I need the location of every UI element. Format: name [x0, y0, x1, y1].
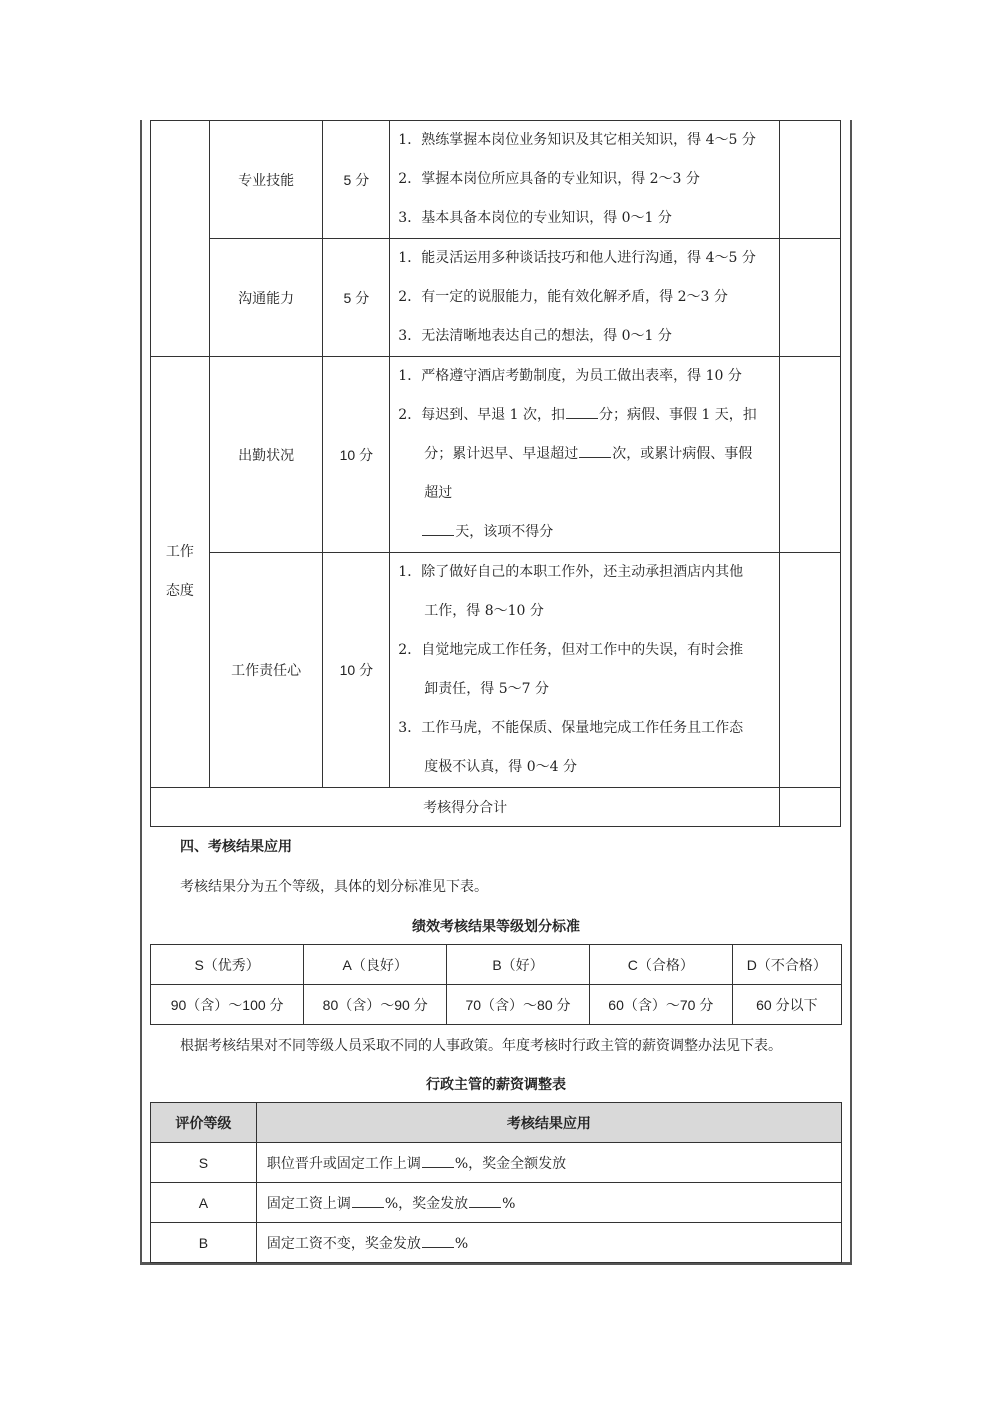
text: 2．每迟到、早退 1 次，扣 — [398, 407, 565, 423]
criteria-line: 1．除了做好自己的本职工作外，还主动承担酒店内其他 — [398, 564, 744, 580]
item-name: 沟通能力 — [209, 239, 323, 357]
header-application: 考核结果应用 — [256, 1103, 841, 1143]
header-level: 评价等级 — [151, 1103, 257, 1143]
grade-range: 90（含）～100 分 — [151, 985, 304, 1025]
grade-header: C（合格） — [589, 945, 732, 985]
policy-paragraph: 根据考核结果对不同等级人员采取不同的人事政策。年度考核时行政主管的薪资调整办法见下表。 — [180, 1038, 782, 1054]
section-heading: 四、考核结果应用 — [180, 839, 292, 855]
fill-blank[interactable] — [422, 521, 454, 536]
category-work-attitude — [151, 357, 210, 788]
grade-header: B（好） — [447, 945, 590, 985]
criteria-line — [390, 513, 779, 552]
grade-range: 60（含）～70 分 — [589, 985, 732, 1025]
text: 固定工资不变，奖金发放 — [266, 1235, 421, 1252]
fill-blank[interactable] — [352, 1193, 384, 1208]
salary-level: A — [151, 1183, 257, 1223]
item-criteria — [390, 121, 780, 239]
criteria-line: 超过 — [424, 485, 453, 501]
score-table — [150, 120, 841, 827]
text: 职位晋升或固定工作上调 — [266, 1155, 421, 1172]
item-score: 10 分 — [323, 357, 390, 553]
item-name: 专业技能 — [209, 121, 323, 239]
criteria-line: 2．自觉地完成工作任务，但对工作中的失误，有时会推 — [398, 642, 744, 658]
item-criteria — [390, 553, 780, 788]
fill-blank[interactable] — [566, 404, 598, 419]
criteria-line: 3．基本具备本岗位的专业知识，得 0～1 分 — [398, 210, 672, 226]
score-entry-cell[interactable] — [780, 239, 841, 357]
text: % — [454, 1235, 469, 1252]
text: 天，该项不得分 — [455, 524, 554, 540]
category-line: 态度 — [165, 583, 194, 599]
criteria-line: 2．有一定的说服能力，能有效化解矛盾，得 2～3 分 — [398, 289, 728, 305]
total-score-label: 考核得分合计 — [151, 788, 780, 827]
item-score: 5 分 — [323, 239, 390, 357]
salary-application — [256, 1183, 841, 1223]
salary-level: S — [151, 1143, 257, 1183]
salary-table-title: 行政主管的薪资调整表 — [426, 1077, 566, 1093]
grade-header: D（不合格） — [732, 945, 841, 985]
criteria-line: 1．熟练掌握本岗位业务知识及其它相关知识，得 4～5 分 — [398, 132, 756, 148]
text: %，奖金全额发放 — [454, 1155, 567, 1172]
criteria-line: 1．严格遵守酒店考勤制度，为员工做出表率，得 10 分 — [398, 368, 742, 384]
grade-table — [150, 944, 842, 1025]
salary-application — [256, 1143, 841, 1183]
text: %，奖金发放 — [384, 1195, 469, 1212]
grade-header: A（良好） — [304, 945, 447, 985]
item-score: 5 分 — [323, 121, 390, 239]
text: 固定工资上调 — [266, 1195, 351, 1212]
salary-table — [150, 1102, 842, 1263]
intro-paragraph: 考核结果分为五个等级，具体的划分标准见下表。 — [180, 879, 488, 895]
salary-application — [256, 1223, 841, 1263]
score-entry-cell[interactable] — [780, 553, 841, 788]
item-name: 工作责任心 — [209, 553, 323, 788]
item-criteria — [390, 357, 780, 553]
score-entry-cell[interactable] — [780, 357, 841, 553]
criteria-line: 度极不认真，得 0～4 分 — [424, 759, 577, 775]
fill-blank[interactable] — [422, 1233, 454, 1248]
criteria-line: 工作，得 8～10 分 — [424, 603, 544, 619]
fill-blank[interactable] — [579, 443, 611, 458]
fill-blank[interactable] — [469, 1193, 501, 1208]
criteria-line: 2．掌握本岗位所应具备的专业知识，得 2～3 分 — [398, 171, 700, 187]
category-line: 工作 — [165, 544, 194, 560]
text: 分；病假、事假 1 天，扣 — [599, 407, 757, 423]
category-cell-empty — [151, 121, 210, 357]
grade-header: S（优秀） — [151, 945, 304, 985]
item-score: 10 分 — [323, 553, 390, 788]
criteria-line: 3．工作马虎，不能保质、保量地完成工作任务且工作态 — [398, 720, 744, 736]
criteria-line — [390, 396, 779, 435]
grade-range: 70（含）～80 分 — [447, 985, 590, 1025]
criteria-line: 3．无法清晰地表达自己的想法，得 0～1 分 — [398, 328, 672, 344]
criteria-line: 卸责任，得 5～7 分 — [424, 681, 549, 697]
grade-table-title: 绩效考核结果等级划分标准 — [412, 919, 580, 935]
salary-level: B — [151, 1223, 257, 1263]
grade-range: 80（含）～90 分 — [304, 985, 447, 1025]
criteria-line — [390, 435, 779, 474]
criteria-line: 1．能灵活运用多种谈话技巧和他人进行沟通，得 4～5 分 — [398, 250, 756, 266]
fill-blank[interactable] — [422, 1153, 454, 1168]
item-criteria — [390, 239, 780, 357]
text: 分；累计迟早、早退超过 — [424, 446, 579, 462]
grade-range: 60 分以下 — [732, 985, 841, 1025]
text: 次，或累计病假、事假 — [612, 446, 753, 462]
item-name: 出勤状况 — [209, 357, 323, 553]
total-score-entry[interactable] — [780, 788, 841, 827]
score-entry-cell[interactable] — [780, 121, 841, 239]
text: % — [502, 1195, 516, 1212]
